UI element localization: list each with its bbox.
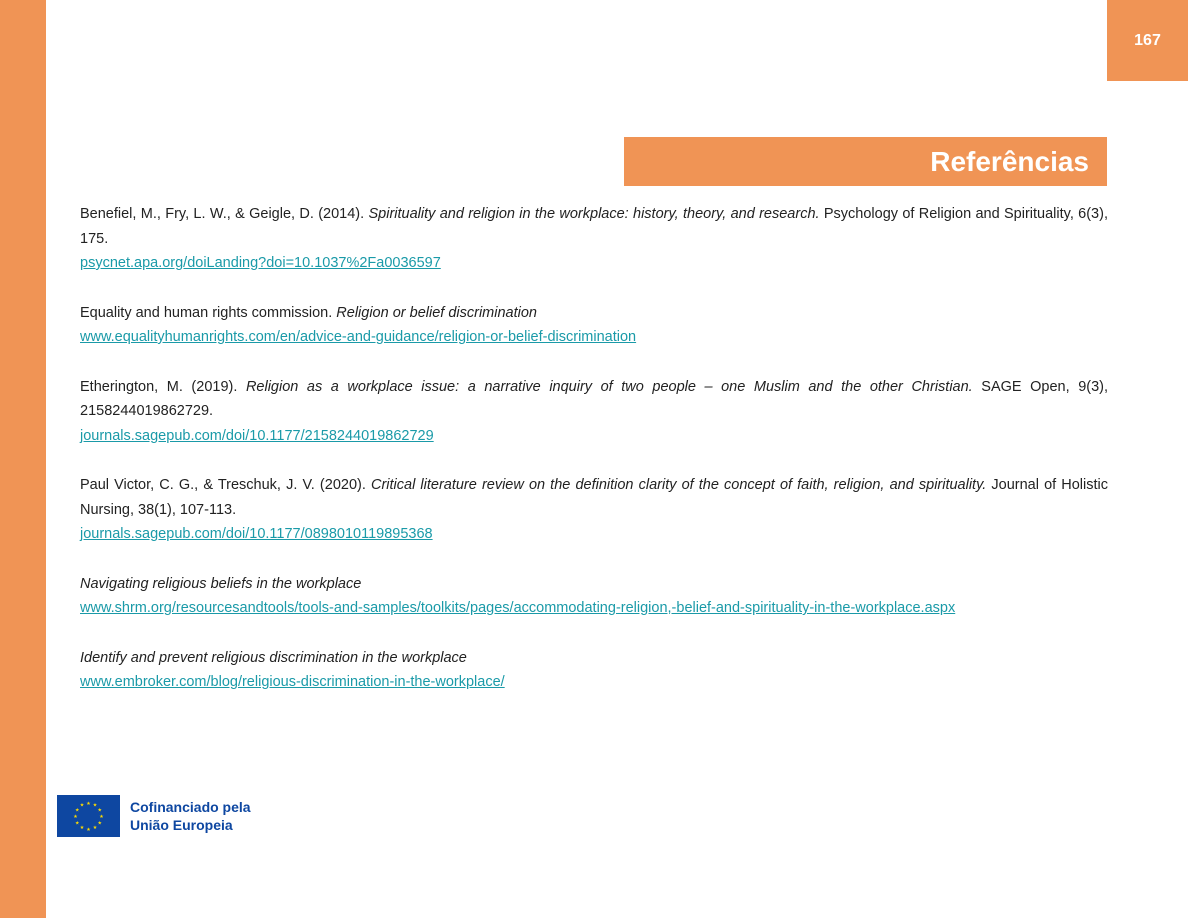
reference-citation [80,202,1108,251]
eu-star-icon: ★ [79,802,85,809]
reference-link[interactable]: www.embroker.com/blog/religious-discrimination-in-the-workplace/ [80,674,505,690]
eu-star-icon: ★ [86,826,91,833]
eu-flag-icon [57,795,120,837]
reference-authors: Paul Victor, C. G., & Treschuk, J. V. (2020). [80,477,371,493]
eu-text-line1: Cofinanciado pela [130,799,251,815]
eu-cofunding-logo [57,795,251,837]
reference-title: Religion as a workplace issue: a narrative inquiry of two people – one Muslim and the other Christian. [245,378,973,395]
page-number: 167 [1107,0,1188,81]
reference-citation [80,375,1108,424]
eu-star-icon: ★ [97,807,103,814]
reference-link[interactable]: psycnet.apa.org/doiLanding?doi=10.1037%2Fa0036597 [80,255,441,271]
reference-item [80,301,1108,350]
reference-source: Psychology of Religion and Spirituality, 6(3), 175. [80,206,1108,247]
reference-link[interactable]: www.equalityhumanrights.com/en/advice-and-guidance/religion-or-belief-discrimination [80,329,637,345]
reference-item [80,202,1108,276]
eu-star-icon: ★ [79,825,85,832]
reference-item [80,375,1108,449]
reference-authors: Benefiel, M., Fry, L. W., & Geigle, D. (2014). [80,206,369,222]
reference-authors: Equality and human rights commission. [80,304,337,321]
reference-link[interactable]: journals.sagepub.com/doi/10.1177/0898010119895368 [80,526,433,542]
eu-star-icon: ★ [73,813,78,820]
reference-item [80,473,1108,547]
reference-title: Critical literature review on the definition clarity of the concept of faith, religion, and spirituality. [371,477,987,493]
eu-star-icon: ★ [92,825,98,832]
eu-star-icon: ★ [74,807,80,814]
reference-link[interactable]: www.shrm.org/resourcesandtools/tools-and-samples/toolkits/pages/accommodating-religion,-belief-and-spirituality-in-the-workplace.aspx [80,600,956,616]
eu-cofunding-text [130,798,251,834]
reference-link[interactable]: journals.sagepub.com/doi/10.1177/2158244019862729 [80,427,434,444]
eu-star-icon: ★ [74,820,80,827]
reference-source: Journal of Holistic Nursing, 38(1), 107-113. [80,477,1109,518]
reference-title: Navigating religious beliefs in the workplace [80,575,362,592]
reference-citation [80,646,1108,671]
reference-list [80,202,1108,720]
reference-citation [80,572,1108,597]
reference-item [80,572,1108,621]
reference-item [80,646,1108,695]
eu-text-line2: União Europeia [130,817,233,833]
eu-star-icon: ★ [92,802,98,809]
side-accent-bar [0,0,46,918]
eu-star-icon: ★ [86,800,91,807]
reference-source: SAGE Open, 9(3), 2158244019862729. [80,378,1109,419]
page-title: Referências [624,137,1107,186]
reference-citation [80,301,1108,326]
eu-star-icon: ★ [97,820,103,827]
reference-title: Identify and prevent religious discrimination in the workplace [80,649,467,666]
eu-star-icon: ★ [99,813,104,820]
reference-title: Spirituality and religion in the workplace: history, theory, and research. [368,206,820,222]
reference-citation [80,473,1108,522]
reference-authors: Etherington, M. (2019). [80,378,246,395]
reference-title: Religion or belief discrimination [336,304,537,321]
